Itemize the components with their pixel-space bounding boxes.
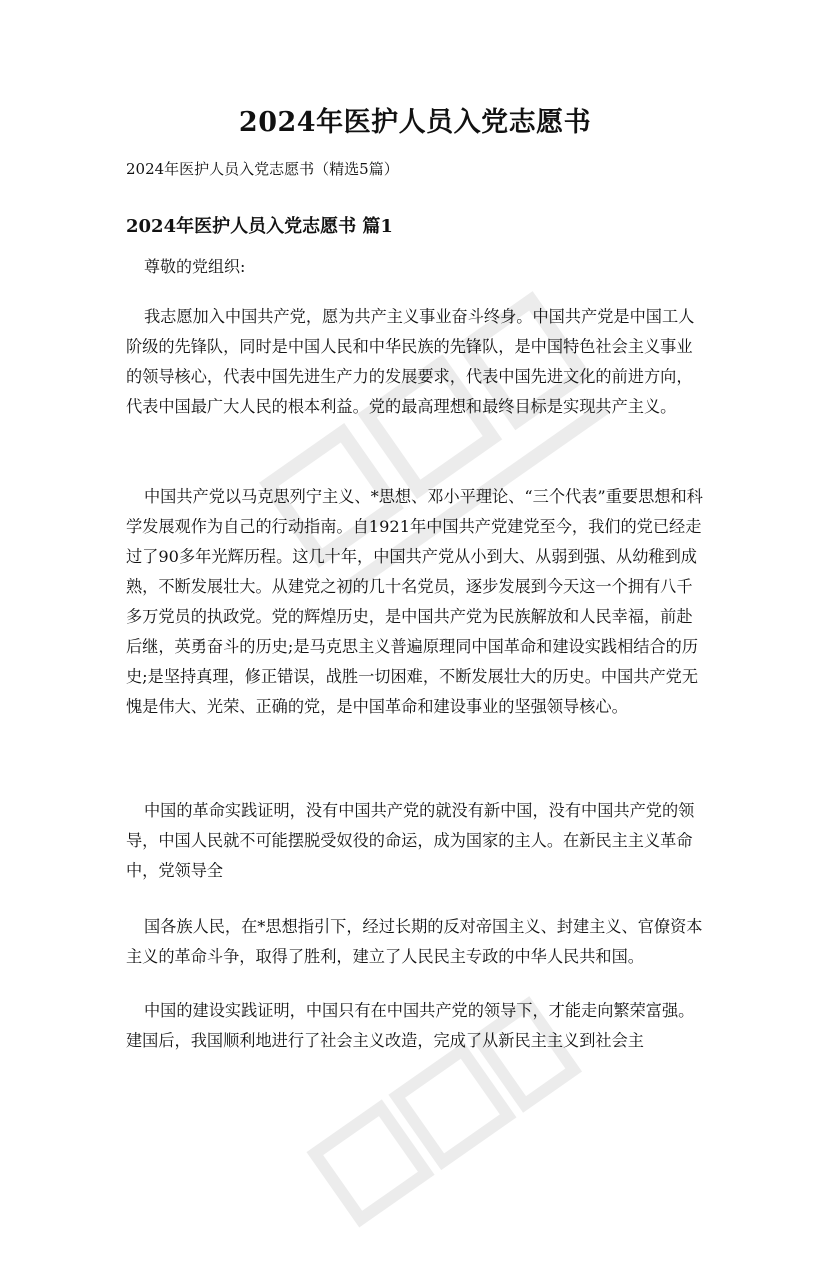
paragraph-5: 中国的建设实践证明，中国只有在中国共产党的领导下，才能走向繁荣富强。建国后，我国顺利地进行了社会主义改造，完成了从新民主主义到社会主 (126, 1001, 695, 1050)
document-title: 2024年医护人员入党志愿书 (238, 107, 592, 138)
section-heading: 2024年医护人员入党志愿书 篇1 (126, 216, 393, 237)
document-subtitle: 2024年医护人员入党志愿书（精选5篇） (126, 160, 399, 178)
paragraph-4: 国各族人民，在*思想指引下，经过长期的反对帝国主义、封建主义、官僚资本主义的革命斗争，取得了胜利，建立了人民民主专政的中华人民共和国。 (126, 917, 703, 966)
paragraph-1: 我志愿加入中国共产党，愿为共产主义事业奋斗终身。中国共产党是中国工人阶级的先锋队，同时是中国人民和中华民族的先锋队，是中国特色社会主义事业的领导核心，代表中国先进生产力的发展要求，代表中国先进文化的前进方向，代表中国最广大人民的根本利益。党的最高理想和最终目标是实现共产主义。 (126, 307, 695, 416)
paragraph-2: 中国共产党以马克思列宁主义、*思想、邓小平理论、“三个代表”重要思想和科学发展观作为自己的行动指南。自1921年中国共产党建党至今，我们的党已经走过了90多年光辉历程。这几十年，中国共产党从小到大、从弱到强、从幼稚到成熟，不断发展壮大。从建党之初的几十名党员，逐步发展到今天这一个拥有八千多万党员的执政党。党的辉煌历史，是中国共产党为民族解放和人民幸福，前赴后继，英勇奋斗的历史;是马克思主义普遍原理同中国革命和建设实践相结合的历史;是坚持真理，修正错误，战胜一切困难，不断发展壮大的历史。中国共产党无愧是伟大、光荣、正确的党，是中国革命和建设事业的坚强领导核心。 (126, 487, 703, 716)
paragraph-3: 中国的革命实践证明，没有中国共产党的就没有新中国，没有中国共产党的领导，中国人民就不可能摆脱受奴役的命运，成为国家的主人。在新民主主义革命中，党领导全 (126, 801, 695, 880)
salutation: 尊敬的党组织: (144, 257, 246, 276)
